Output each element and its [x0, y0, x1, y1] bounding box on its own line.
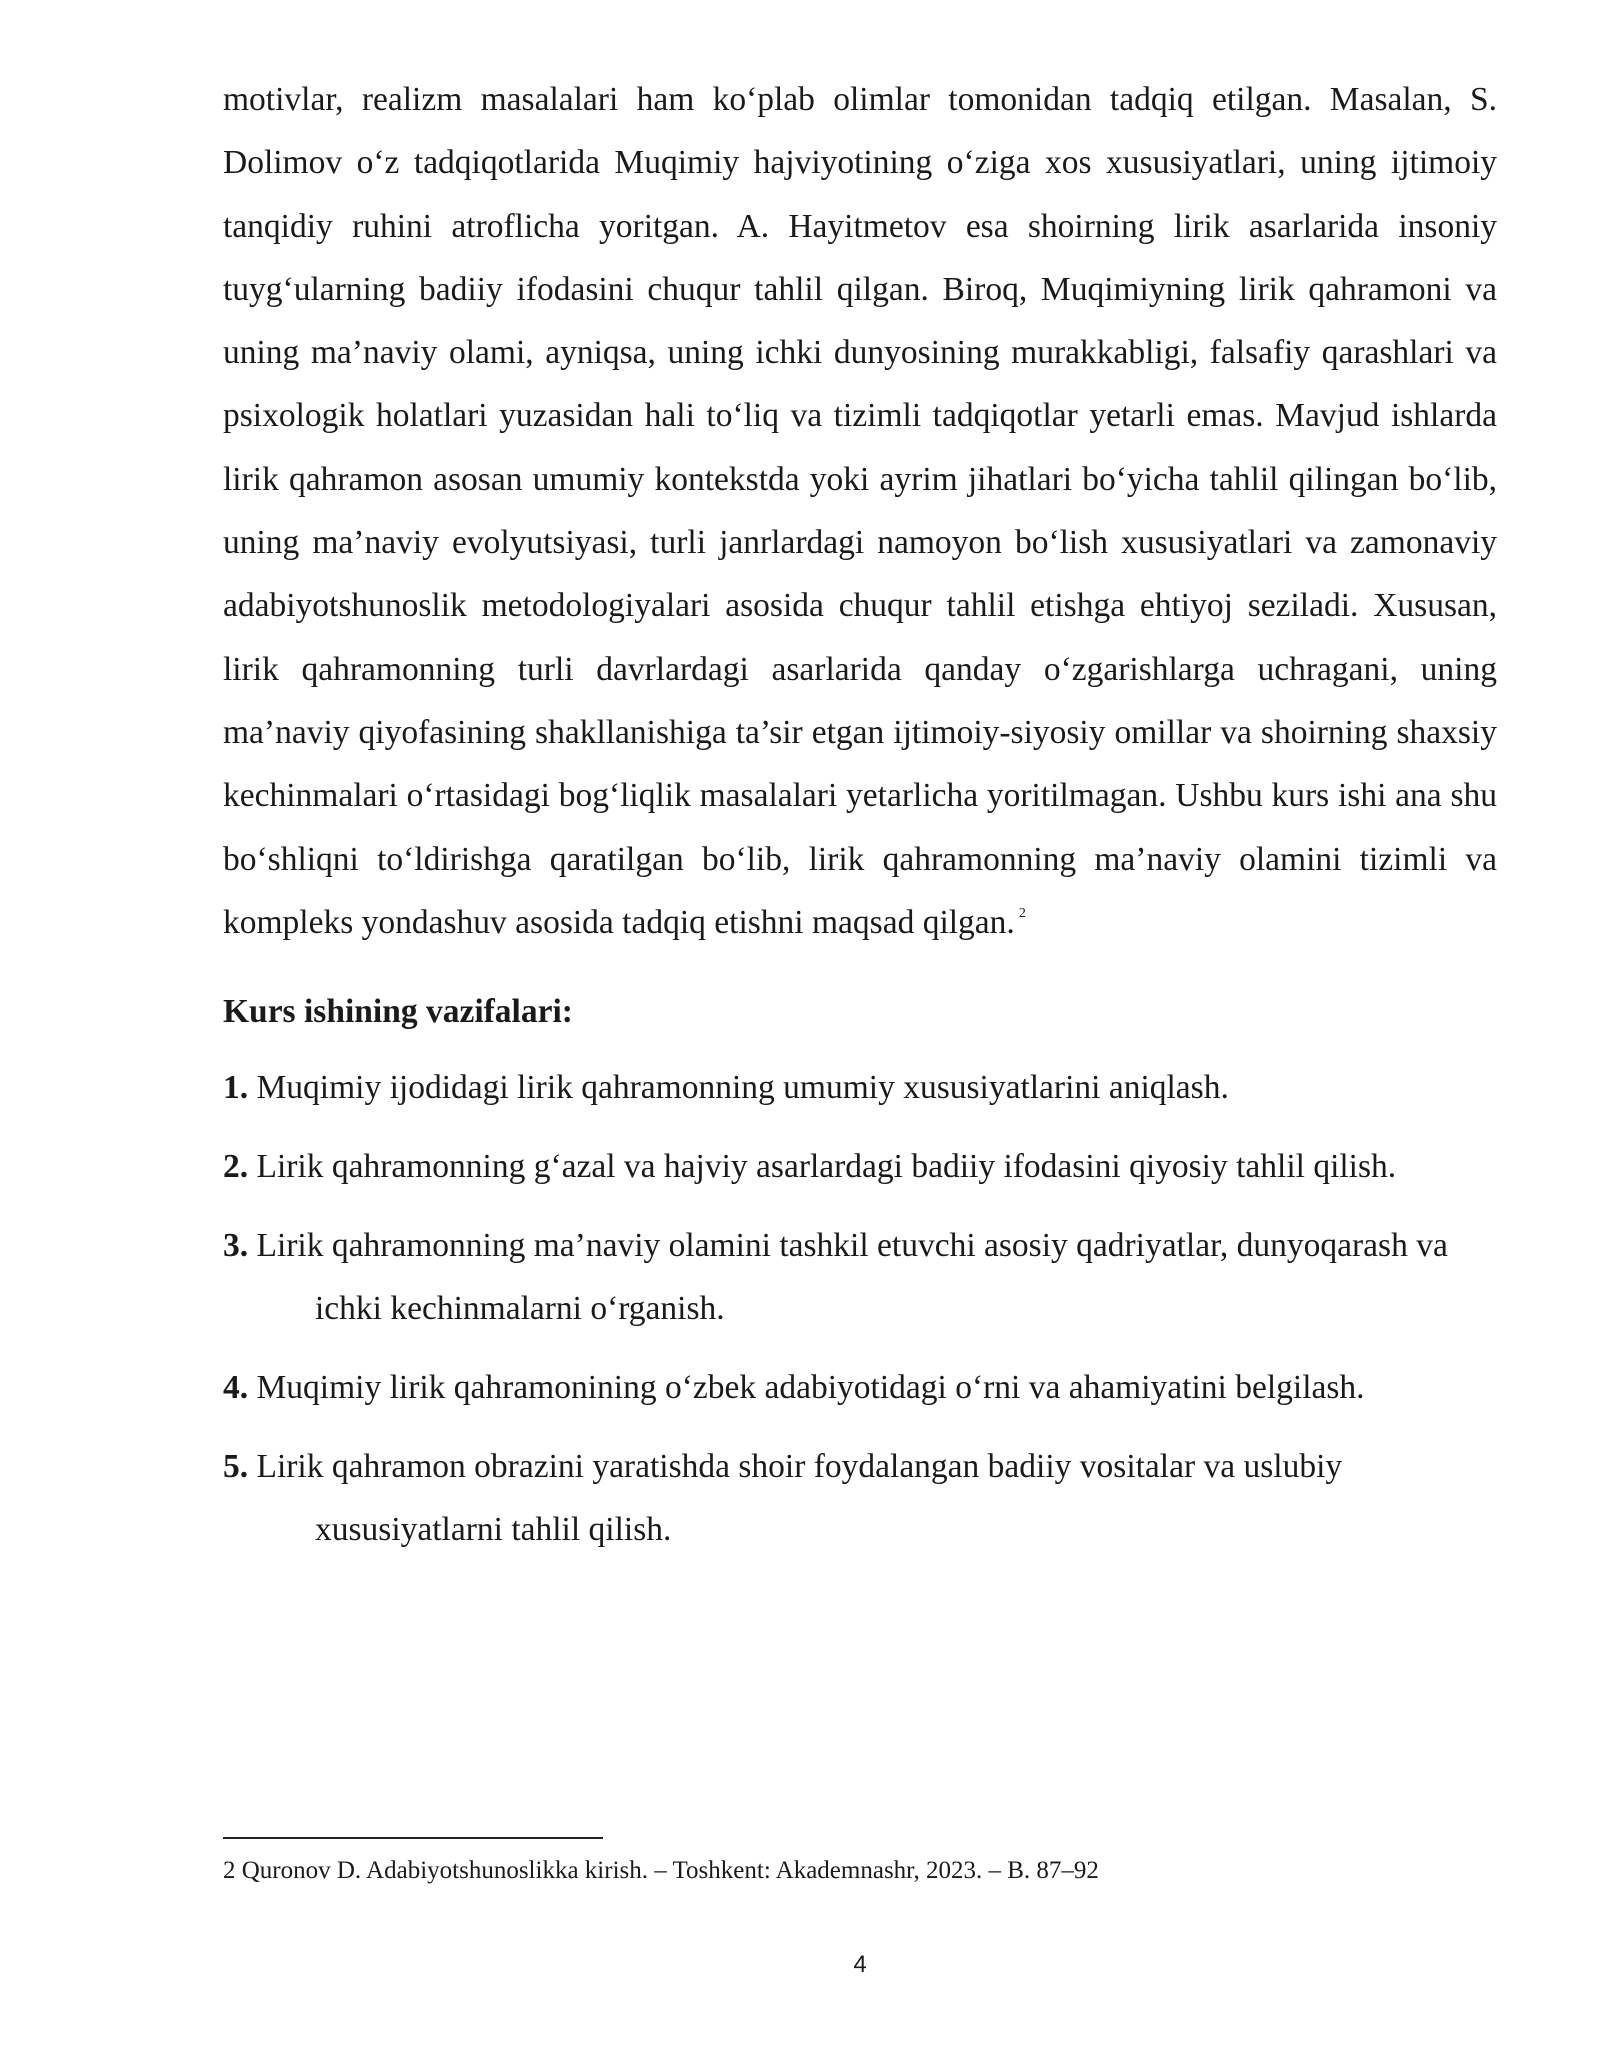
task-item	[223, 1056, 1497, 1119]
body-paragraph	[223, 68, 1497, 954]
task-number: 4.	[223, 1369, 249, 1407]
page-number: 4	[853, 1951, 867, 1978]
tasks-heading: Kurs ishining vazifalari:	[223, 993, 573, 1031]
task-text: Lirik qahramonning g‘azal va hajviy asarlardagi badiiy ifodasini qiyosiy tahlil qilish.	[256, 1148, 1397, 1186]
task-number: 1.	[223, 1069, 249, 1107]
task-item	[223, 1435, 1497, 1561]
task-item	[223, 1135, 1497, 1198]
task-number: 2.	[223, 1148, 249, 1186]
task-item	[223, 1356, 1497, 1419]
task-text: Muqimiy lirik qahramonining o‘zbek adabiyotidagi o‘rni va ahamiyatini belgilash.	[256, 1369, 1365, 1407]
footnote-separator	[223, 1837, 603, 1839]
task-number: 3.	[223, 1227, 249, 1265]
task-text: Lirik qahramon obrazini yaratishda shoir foydalangan badiiy vositalar va uslubiy xususiyatlarni tahlil qilish.	[256, 1448, 1343, 1549]
task-text: Muqimiy ijodidagi lirik qahramonning umumiy xususiyatlarini aniqlash.	[256, 1069, 1229, 1107]
paragraph-text: motivlar, realizm masalalari ham ko‘plab olimlar tomonidan tadqiq etilgan. Masalan, S. Dolimov o‘z tadqiqotlarida Muqimiy hajviyotining o‘ziga xos xususiyatlari, uning ijtimoiy tanqidiy ruhini atroflicha yoritgan. A. Hayitmetov esa shoirning lirik asarlarida insoniy tuyg‘ularning badiiy ifodasini chuqur tahlil qilgan. Biroq, Muqimiyning lirik qahramoni va uning ma’naviy olami, ayniqsa, uning ichki dunyosining murakkabligi, falsafiy qarashlari va psixologik holatlari yuzasidan hali to‘liq va tizimli tadqiqotlar yetarli emas. Mavjud ishlarda lirik qahramon asosan umumiy kontekstda yoki ayrim jihatlari bo‘yicha tahlil qilingan bo‘lib, uning ma’naviy evolyutsiyasi, turli janrlardagi namoyon bo‘lish xususiyatlari va zamonaviy adabiyotshunoslik metodologiyalari asosida chuqur tahlil etishga ehtiyoj seziladi. Xususan, lirik qahramonning turli davrlardagi asarlarida qanday o‘zgarishlarga uchragani, uning ma’naviy qiyofasining shakllanishiga ta’sir etgan ijtimoiy-siyosiy omillar va shoirning shaxsiy kechinmalari o‘rtasidagi bog‘liqlik masalalari yetarlicha yoritilmagan. Ushbu kurs ishi ana shu bo‘shliqni to‘ldirishga qaratilgan bo‘lib, lirik qahramonning ma’naviy olamini tizimli va kompleks yondashuv asosida tadqiq etishni maqsad qilgan.	[223, 81, 1497, 941]
task-number: 5.	[223, 1448, 249, 1486]
task-text: Lirik qahramonning ma’naviy olamini tashkil etuvchi asosiy qadriyatlar, dunyoqarash va ichki kechinmalarni o‘rganish.	[256, 1227, 1448, 1328]
tasks-list	[223, 1056, 1497, 1561]
page-body	[223, 68, 1497, 1577]
footnote: 2 Quronov D. Adabiyotshunoslikka kirish. – Toshkent: Akademnashr, 2023. – B. 87–92	[223, 1857, 1099, 1884]
task-item	[223, 1214, 1497, 1340]
footnote-reference[interactable]: 2	[1018, 905, 1026, 921]
